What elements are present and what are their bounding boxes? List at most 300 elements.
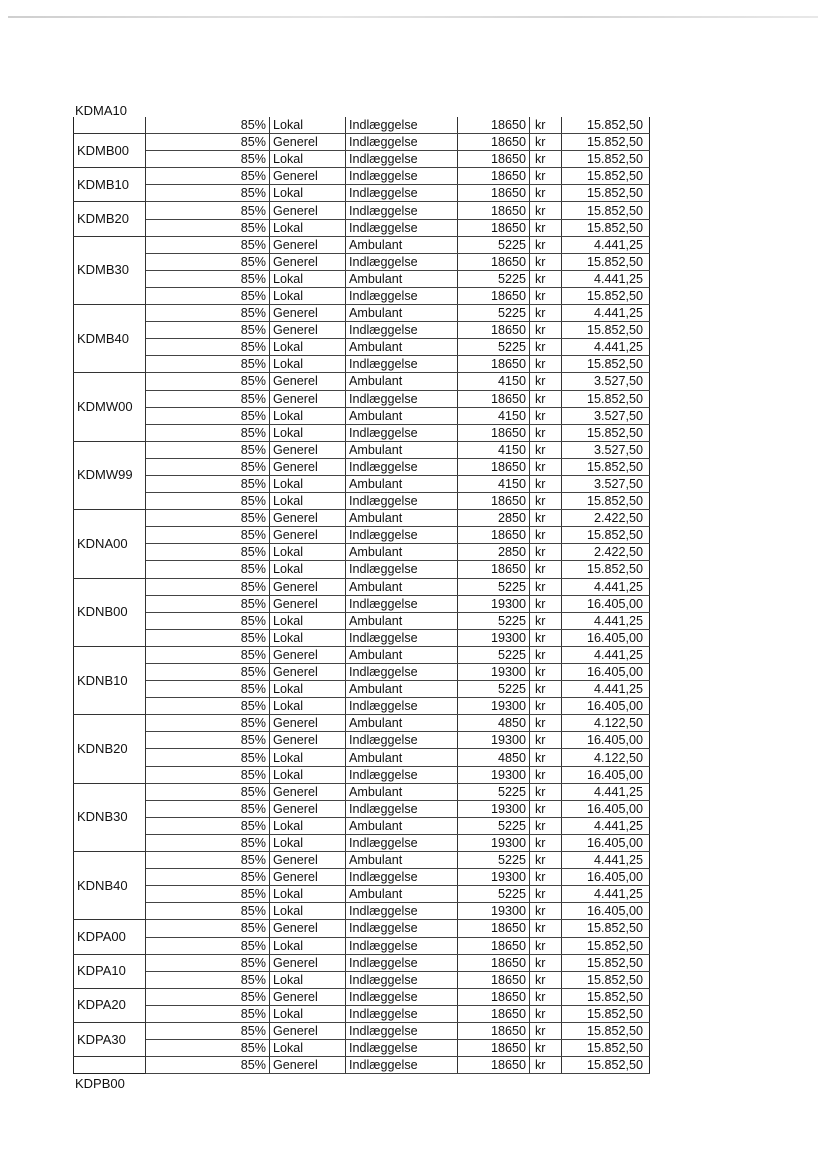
table-row (74, 954, 650, 971)
amount-cell: 15.852,50 (562, 287, 650, 304)
system-cell: Generel (270, 168, 346, 185)
percent-cell: 85% (146, 117, 270, 134)
value-cell: 5225 (458, 270, 530, 287)
system-cell: Lokal (270, 681, 346, 698)
code-cell: KDNB20 (74, 715, 146, 783)
percent-cell: 85% (146, 988, 270, 1005)
percent-cell: 85% (146, 852, 270, 869)
type-cell: Indlæggelse (346, 1057, 458, 1074)
percent-cell: 85% (146, 578, 270, 595)
amount-cell: 15.852,50 (562, 134, 650, 151)
amount-cell: 15.852,50 (562, 424, 650, 441)
amount-cell: 15.852,50 (562, 202, 650, 219)
type-cell: Ambulant (346, 681, 458, 698)
percent-cell: 85% (146, 458, 270, 475)
value-cell: 19300 (458, 664, 530, 681)
value-cell: 18650 (458, 134, 530, 151)
table-row (74, 595, 650, 612)
amount-cell: 15.852,50 (562, 151, 650, 168)
amount-cell: 4.441,25 (562, 339, 650, 356)
amount-cell: 4.441,25 (562, 646, 650, 663)
table-row (74, 664, 650, 681)
system-cell: Lokal (270, 629, 346, 646)
code-cell: KDPA10 (74, 954, 146, 988)
currency-cell: kr (530, 834, 562, 851)
type-cell: Ambulant (346, 373, 458, 390)
amount-cell: 4.441,25 (562, 852, 650, 869)
value-cell: 5225 (458, 578, 530, 595)
amount-cell: 2.422,50 (562, 510, 650, 527)
currency-cell: kr (530, 629, 562, 646)
currency-cell: kr (530, 852, 562, 869)
system-cell: Generel (270, 305, 346, 322)
value-cell: 19300 (458, 595, 530, 612)
system-cell: Lokal (270, 219, 346, 236)
value-cell: 19300 (458, 834, 530, 851)
value-cell: 18650 (458, 117, 530, 134)
system-cell: Generel (270, 1022, 346, 1039)
table-row (74, 356, 650, 373)
amount-cell: 15.852,50 (562, 561, 650, 578)
amount-cell: 15.852,50 (562, 971, 650, 988)
percent-cell: 85% (146, 646, 270, 663)
type-cell: Ambulant (346, 852, 458, 869)
system-cell: Lokal (270, 886, 346, 903)
table-row (74, 732, 650, 749)
amount-cell: 15.852,50 (562, 219, 650, 236)
percent-cell: 85% (146, 493, 270, 510)
percent-cell: 85% (146, 390, 270, 407)
type-cell: Indlæggelse (346, 356, 458, 373)
currency-cell: kr (530, 1040, 562, 1057)
type-cell: Ambulant (346, 441, 458, 458)
type-cell: Indlæggelse (346, 151, 458, 168)
percent-cell: 85% (146, 373, 270, 390)
table-row (74, 698, 650, 715)
currency-cell: kr (530, 356, 562, 373)
amount-cell: 16.405,00 (562, 732, 650, 749)
value-cell: 18650 (458, 202, 530, 219)
percent-cell: 85% (146, 1022, 270, 1039)
code-cell: KDMB20 (74, 202, 146, 236)
code-cell: KDNB10 (74, 646, 146, 714)
currency-cell: kr (530, 441, 562, 458)
percent-cell: 85% (146, 1005, 270, 1022)
amount-cell: 15.852,50 (562, 920, 650, 937)
value-cell: 19300 (458, 629, 530, 646)
amount-cell: 15.852,50 (562, 937, 650, 954)
percent-cell: 85% (146, 510, 270, 527)
amount-cell: 3.527,50 (562, 407, 650, 424)
percent-cell: 85% (146, 664, 270, 681)
amount-cell: 4.441,25 (562, 783, 650, 800)
system-cell: Generel (270, 595, 346, 612)
value-cell: 18650 (458, 1022, 530, 1039)
amount-cell: 16.405,00 (562, 629, 650, 646)
table-row (74, 441, 650, 458)
table-row (74, 800, 650, 817)
amount-cell: 15.852,50 (562, 168, 650, 185)
type-cell: Indlæggelse (346, 1022, 458, 1039)
table-row (74, 202, 650, 219)
percent-cell: 85% (146, 202, 270, 219)
type-cell: Ambulant (346, 475, 458, 492)
currency-cell: kr (530, 1057, 562, 1074)
code-cell: KDNB30 (74, 783, 146, 851)
value-cell: 4150 (458, 407, 530, 424)
currency-cell: kr (530, 202, 562, 219)
code-cell: KDPA20 (74, 988, 146, 1022)
system-cell: Generel (270, 527, 346, 544)
currency-cell: kr (530, 151, 562, 168)
percent-cell: 85% (146, 971, 270, 988)
amount-cell: 15.852,50 (562, 1057, 650, 1074)
type-cell: Ambulant (346, 612, 458, 629)
system-cell: Generel (270, 458, 346, 475)
type-cell: Indlæggelse (346, 1040, 458, 1057)
system-cell: Generel (270, 134, 346, 151)
percent-cell: 85% (146, 356, 270, 373)
table-row (74, 493, 650, 510)
value-cell: 18650 (458, 1057, 530, 1074)
currency-cell: kr (530, 954, 562, 971)
amount-cell: 4.441,25 (562, 578, 650, 595)
table-row (74, 270, 650, 287)
value-cell: 19300 (458, 903, 530, 920)
table-row (74, 869, 650, 886)
percent-cell: 85% (146, 681, 270, 698)
table-row (74, 920, 650, 937)
percent-cell: 85% (146, 253, 270, 270)
table-row (74, 527, 650, 544)
currency-cell: kr (530, 373, 562, 390)
system-cell: Generel (270, 510, 346, 527)
amount-cell: 4.441,25 (562, 612, 650, 629)
percent-cell: 85% (146, 322, 270, 339)
type-cell: Ambulant (346, 715, 458, 732)
value-cell: 18650 (458, 988, 530, 1005)
table-row (74, 578, 650, 595)
type-cell: Indlæggelse (346, 458, 458, 475)
system-cell: Lokal (270, 1005, 346, 1022)
amount-cell: 4.441,25 (562, 817, 650, 834)
currency-cell: kr (530, 424, 562, 441)
type-cell: Indlæggelse (346, 185, 458, 202)
percent-cell: 85% (146, 1040, 270, 1057)
currency-cell: kr (530, 322, 562, 339)
percent-cell: 85% (146, 134, 270, 151)
currency-cell: kr (530, 971, 562, 988)
currency-cell: kr (530, 732, 562, 749)
percent-cell: 85% (146, 1057, 270, 1074)
percent-cell: 85% (146, 527, 270, 544)
type-cell: Ambulant (346, 817, 458, 834)
value-cell: 18650 (458, 424, 530, 441)
code-cell: KDPA30 (74, 1022, 146, 1056)
currency-cell: kr (530, 595, 562, 612)
currency-cell: kr (530, 493, 562, 510)
system-cell: Generel (270, 390, 346, 407)
currency-cell: kr (530, 475, 562, 492)
amount-cell: 15.852,50 (562, 954, 650, 971)
table-row (74, 561, 650, 578)
currency-cell: kr (530, 920, 562, 937)
value-cell: 18650 (458, 920, 530, 937)
amount-cell: 15.852,50 (562, 493, 650, 510)
currency-cell: kr (530, 766, 562, 783)
type-cell: Indlæggelse (346, 253, 458, 270)
currency-cell: kr (530, 287, 562, 304)
percent-cell: 85% (146, 561, 270, 578)
percent-cell: 85% (146, 407, 270, 424)
currency-cell: kr (530, 1005, 562, 1022)
system-cell: Lokal (270, 937, 346, 954)
percent-cell: 85% (146, 920, 270, 937)
code-cell: KDMB30 (74, 236, 146, 304)
amount-cell: 16.405,00 (562, 595, 650, 612)
system-cell: Generel (270, 783, 346, 800)
code-cell: KDMB00 (74, 134, 146, 168)
value-cell: 5225 (458, 646, 530, 663)
code-cell: KDPA00 (74, 920, 146, 954)
percent-cell: 85% (146, 441, 270, 458)
table-row (74, 475, 650, 492)
system-cell: Lokal (270, 749, 346, 766)
percent-cell: 85% (146, 270, 270, 287)
system-cell: Generel (270, 1057, 346, 1074)
system-cell: Lokal (270, 561, 346, 578)
currency-cell: kr (530, 185, 562, 202)
value-cell: 18650 (458, 356, 530, 373)
value-cell: 19300 (458, 869, 530, 886)
table-row (74, 1005, 650, 1022)
amount-cell: 16.405,00 (562, 766, 650, 783)
percent-cell: 85% (146, 151, 270, 168)
type-cell: Indlæggelse (346, 766, 458, 783)
currency-cell: kr (530, 612, 562, 629)
type-cell: Ambulant (346, 407, 458, 424)
currency-cell: kr (530, 800, 562, 817)
system-cell: Lokal (270, 117, 346, 134)
currency-cell: kr (530, 510, 562, 527)
code-cell (74, 117, 146, 134)
table-row (74, 1022, 650, 1039)
type-cell: Indlæggelse (346, 629, 458, 646)
type-cell: Ambulant (346, 578, 458, 595)
percent-cell: 85% (146, 339, 270, 356)
system-cell: Lokal (270, 766, 346, 783)
value-cell: 19300 (458, 698, 530, 715)
table-row (74, 852, 650, 869)
table-row (74, 646, 650, 663)
table-row (74, 886, 650, 903)
table-row (74, 937, 650, 954)
system-cell: Generel (270, 253, 346, 270)
currency-cell: kr (530, 1022, 562, 1039)
table-row (74, 151, 650, 168)
table-row (74, 236, 650, 253)
code-cell (74, 1057, 146, 1074)
system-cell: Lokal (270, 151, 346, 168)
table-row (74, 749, 650, 766)
amount-cell: 15.852,50 (562, 988, 650, 1005)
system-cell: Lokal (270, 287, 346, 304)
currency-cell: kr (530, 646, 562, 663)
system-cell: Generel (270, 715, 346, 732)
system-cell: Generel (270, 578, 346, 595)
table-row (74, 715, 650, 732)
value-cell: 18650 (458, 954, 530, 971)
currency-cell: kr (530, 698, 562, 715)
value-cell: 18650 (458, 493, 530, 510)
cut-off-top-code: KDMA10 (75, 103, 128, 118)
system-cell: Generel (270, 646, 346, 663)
table-row (74, 407, 650, 424)
percent-cell: 85% (146, 869, 270, 886)
system-cell: Lokal (270, 817, 346, 834)
type-cell: Indlæggelse (346, 971, 458, 988)
table-row (74, 971, 650, 988)
value-cell: 4150 (458, 441, 530, 458)
table-row (74, 629, 650, 646)
amount-cell: 15.852,50 (562, 185, 650, 202)
system-cell: Generel (270, 869, 346, 886)
currency-cell: kr (530, 681, 562, 698)
type-cell: Ambulant (346, 749, 458, 766)
code-cell: KDNA00 (74, 510, 146, 578)
value-cell: 2850 (458, 544, 530, 561)
percent-cell: 85% (146, 305, 270, 322)
type-cell: Ambulant (346, 886, 458, 903)
table-row (74, 988, 650, 1005)
amount-cell: 4.122,50 (562, 715, 650, 732)
system-cell: Generel (270, 441, 346, 458)
system-cell: Generel (270, 800, 346, 817)
amount-cell: 3.527,50 (562, 475, 650, 492)
amount-cell: 3.527,50 (562, 373, 650, 390)
table-row (74, 903, 650, 920)
percent-cell: 85% (146, 800, 270, 817)
system-cell: Generel (270, 988, 346, 1005)
system-cell: Lokal (270, 475, 346, 492)
table-row (74, 1040, 650, 1057)
value-cell: 18650 (458, 458, 530, 475)
system-cell: Lokal (270, 1040, 346, 1057)
currency-cell: kr (530, 458, 562, 475)
amount-cell: 4.441,25 (562, 270, 650, 287)
percent-cell: 85% (146, 168, 270, 185)
type-cell: Indlæggelse (346, 800, 458, 817)
amount-cell: 15.852,50 (562, 1005, 650, 1022)
value-cell: 5225 (458, 236, 530, 253)
currency-cell: kr (530, 578, 562, 595)
percent-cell: 85% (146, 236, 270, 253)
table-row (74, 287, 650, 304)
amount-cell: 3.527,50 (562, 441, 650, 458)
system-cell: Generel (270, 954, 346, 971)
percent-cell: 85% (146, 886, 270, 903)
currency-cell: kr (530, 903, 562, 920)
type-cell: Indlæggelse (346, 424, 458, 441)
percent-cell: 85% (146, 424, 270, 441)
percent-cell: 85% (146, 732, 270, 749)
table-row (74, 305, 650, 322)
percent-cell: 85% (146, 817, 270, 834)
amount-cell: 15.852,50 (562, 1040, 650, 1057)
value-cell: 5225 (458, 339, 530, 356)
system-cell: Generel (270, 732, 346, 749)
value-cell: 5225 (458, 305, 530, 322)
value-cell: 18650 (458, 168, 530, 185)
code-cell: KDMW00 (74, 373, 146, 441)
value-cell: 18650 (458, 1005, 530, 1022)
value-cell: 18650 (458, 1040, 530, 1057)
table-row (74, 458, 650, 475)
price-table (73, 117, 650, 1074)
table-row (74, 817, 650, 834)
amount-cell: 15.852,50 (562, 356, 650, 373)
type-cell: Indlæggelse (346, 322, 458, 339)
system-cell: Generel (270, 236, 346, 253)
percent-cell: 85% (146, 287, 270, 304)
type-cell: Indlæggelse (346, 390, 458, 407)
value-cell: 18650 (458, 185, 530, 202)
type-cell: Ambulant (346, 646, 458, 663)
percent-cell: 85% (146, 937, 270, 954)
percent-cell: 85% (146, 612, 270, 629)
type-cell: Indlæggelse (346, 937, 458, 954)
percent-cell: 85% (146, 834, 270, 851)
type-cell: Indlæggelse (346, 732, 458, 749)
value-cell: 19300 (458, 800, 530, 817)
currency-cell: kr (530, 219, 562, 236)
percent-cell: 85% (146, 954, 270, 971)
type-cell: Indlæggelse (346, 219, 458, 236)
amount-cell: 15.852,50 (562, 1022, 650, 1039)
amount-cell: 4.441,25 (562, 305, 650, 322)
system-cell: Generel (270, 852, 346, 869)
value-cell: 18650 (458, 219, 530, 236)
system-cell: Lokal (270, 698, 346, 715)
table-row (74, 783, 650, 800)
value-cell: 4850 (458, 749, 530, 766)
table-row (74, 219, 650, 236)
table-row (74, 612, 650, 629)
currency-cell: kr (530, 817, 562, 834)
cut-off-bottom-code: KDPB00 (75, 1076, 125, 1091)
currency-cell: kr (530, 749, 562, 766)
value-cell: 18650 (458, 151, 530, 168)
value-cell: 2850 (458, 510, 530, 527)
value-cell: 18650 (458, 971, 530, 988)
percent-cell: 85% (146, 595, 270, 612)
value-cell: 18650 (458, 390, 530, 407)
system-cell: Lokal (270, 185, 346, 202)
type-cell: Indlæggelse (346, 168, 458, 185)
amount-cell: 16.405,00 (562, 698, 650, 715)
type-cell: Indlæggelse (346, 595, 458, 612)
currency-cell: kr (530, 988, 562, 1005)
currency-cell: kr (530, 869, 562, 886)
type-cell: Indlæggelse (346, 117, 458, 134)
currency-cell: kr (530, 253, 562, 270)
amount-cell: 16.405,00 (562, 903, 650, 920)
currency-cell: kr (530, 305, 562, 322)
type-cell: Ambulant (346, 305, 458, 322)
code-cell: KDMW99 (74, 441, 146, 509)
code-cell: KDNB40 (74, 852, 146, 920)
type-cell: Indlæggelse (346, 869, 458, 886)
